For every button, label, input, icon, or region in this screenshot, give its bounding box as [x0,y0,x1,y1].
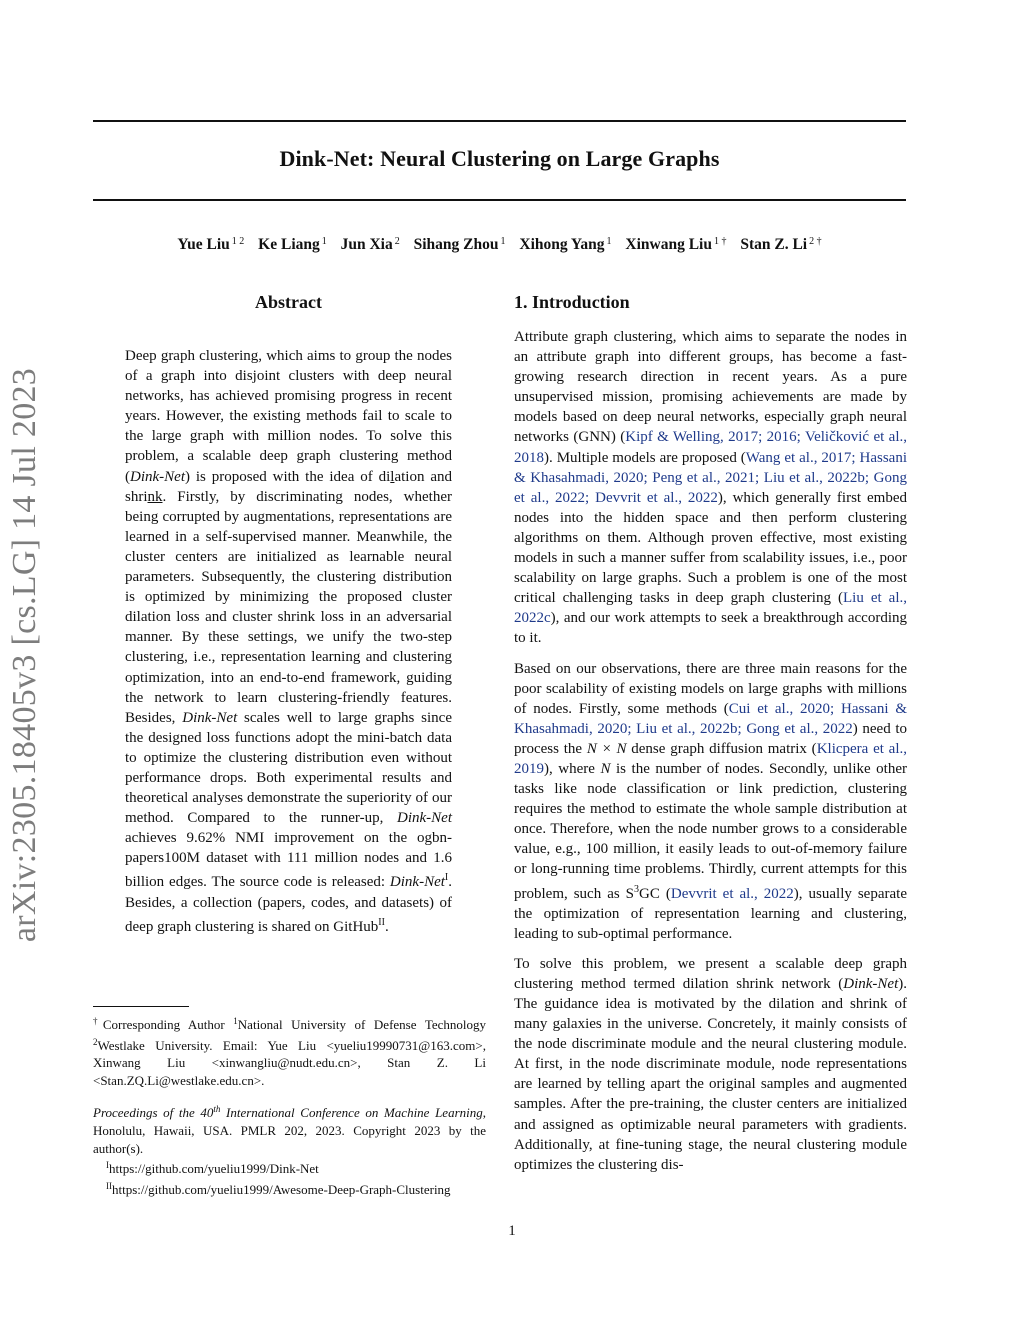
intro-paragraph [514,327,907,649]
superscript: 3 [634,883,640,895]
intro-text: ), where [544,760,601,777]
intro-text: Based on our observations, there are three main reasons for the poor scalability of existing models on large graphs with millions of nodes. Firstly, some methods ( [514,660,907,717]
author-name: Xihong Yang [519,236,605,253]
proceedings-note [93,1101,486,1157]
author [625,236,726,253]
footnote-link[interactable]: https://github.com/yueliu1999/Awesome-Deep-Graph-Clustering [112,1181,451,1197]
author-affiliation-mark: 1 † [713,236,727,247]
footnote-mark: 1 [233,1016,238,1026]
abstract-text: scales well to large graphs since the designed loss functions adopt the mini-batch data to optimize the clustering distribution even without performance drops. Both experimental results and theoretical analyses demonstrate the superiority of our method. Compared to the runner-up, [125,709,453,827]
abstract-text: ation and shri [125,468,452,505]
title-bottom-rule [93,199,906,201]
underlined-letters: nk [147,488,163,505]
affiliation-footnote [93,1013,486,1089]
footnote-text: Proceedings of the [93,1105,201,1121]
abstract-text: ) is proposed with the idea of [184,468,379,485]
intro-paragraph [514,954,907,1175]
author [341,236,400,253]
intro-paragraph [514,659,907,944]
footnote-text: Westlake University. Email: Yue Liu <yueliu19990731@163.com>, Xinwang Liu <xinwangliu@nudt.edu.cn>, Stan Z. Li <Stan.ZQ.Li@westlake.edu.cn>. [93,1037,486,1088]
author-affiliation-mark: 1 [500,236,506,247]
citation-link[interactable]: Liu et al., 2022c [514,590,907,627]
footnote-text: th [213,1104,221,1115]
url-footnote [93,1178,486,1199]
abstract-text: di [378,468,391,485]
method-name: Dink-Net [182,709,238,726]
footnote-text: 40 [200,1105,214,1121]
footnote-rule [93,1006,189,1007]
url-footnote [93,1157,486,1178]
method-name: Dink-Net [397,810,452,827]
intro-text: dense graph diffusion matrix ( [626,740,817,757]
title-top-rule [93,120,906,122]
footnote-mark: † [93,1016,103,1026]
paper-title: Dink-Net: Neural Clustering on Large Graphs [279,146,720,171]
footnote-mark: 2 [93,1036,98,1047]
intro-text: is the number of nodes. Secondly, unlike other tasks like node classification or link prediction, clustering requires the method to estimate the whole sample distribution at once. Therefore, when the node number grows to a considerable value, e.g., 100 million, it easily leads to out-of-memory failure or long-running time problems. Thirdly, current attempts for this problem, such as S [514,760,907,902]
author-affiliation-mark: 2 [394,236,400,247]
introduction-body [514,327,907,1175]
page-number: 1 [508,1223,516,1239]
intro-text: GC ( [639,885,671,902]
abstract-text: . [384,918,389,935]
intro-text: ). Multiple models are proposed ( [544,449,746,466]
math-symbol: Dink-Net [843,975,899,992]
footnote-text: Corresponding Author [102,1017,234,1032]
abstract-heading: Abstract [255,292,322,312]
footnote-mark: II [106,1180,112,1191]
author [414,236,506,253]
footnote-mark: I [106,1160,109,1171]
author-name: Ke Liang [258,236,320,253]
abstract-text: . Firstly, by discriminating nodes, whether being corrupted by augmentations, representations are learned in a self-supervised manner. Meanwhile, the cluster centers are initialized as learnable neural parameters. Subsequently, the clustering distribution is optimized by minimizing the proposed cluster dilation loss and cluster shrink loss in an adversarial manner. By these settings, we unify the two-step clustering, i.e., representation learning and clustering optimization, into an end-to-end framework, guiding the network to learn clustering-friendly features. Besides, [125,488,452,726]
author [519,236,611,253]
underlined-letter: l [390,468,395,485]
math-symbol: N × N [586,740,627,757]
author-affiliation-mark: 1 [606,236,612,247]
intro-text: ) need to process the [514,720,907,757]
footnote-text: International Conference on Machine Learning [220,1105,483,1121]
footnote-mark: II [378,916,385,928]
author [177,236,244,253]
math-symbol: N [600,760,611,777]
author-name: Jun Xia [340,236,393,253]
footnote-text: , Honolulu, Hawaii, USA. PMLR 202, 2023. Copyright 2023 by the author(s). [93,1105,486,1156]
author [258,236,327,253]
intro-text: ), usually separate the optimization of representation learning and clustering, leading to sub-optimal performance. [514,885,907,942]
citation-link[interactable]: Wang et al., 2017; Hassani & Khasahmadi, 2020; Peng et al., 2021; Liu et al., 2022b; Gong et al., 2022; Devvrit et al., 2022 [514,449,907,506]
footnote-mark: I [444,872,449,884]
author-list [93,236,906,254]
footnote-link[interactable]: https://github.com/yueliu1999/Dink-Net [109,1161,319,1177]
author [740,236,821,253]
author-affiliation-mark: 2 † [809,236,822,247]
intro-text: To solve this problem, we present a scalable deep graph clustering method termed dilation shrink network ( [514,955,907,992]
arxiv-identifier: arXiv:2305.18405v3 [cs.LG] 14 Jul 2023 [6,367,43,943]
citation-link[interactable]: Kipf & Welling, 2017; 2016; Veličković et al., 2018 [514,429,907,466]
author-name: Yue Liu [177,236,230,253]
intro-text: Attribute graph clustering, which aims to separate the nodes in an attribute graph into different groups, has become a fast-growing research direction in recent years. As a pure unsupervised mission, promising achievements are made by models based on deep neural networks, especially graph neural networks (GNN) ( [514,329,907,446]
introduction-heading: 1. Introduction [514,292,630,312]
intro-text: ), and our work attempts to seek a breakthrough according to it. [514,610,907,647]
abstract-text: . Besides, a collection (papers, codes, and datasets) of deep graph clustering is shared on GitHub [125,874,452,935]
intro-text: ), which generally first embed nodes into the hidden space and then perform clustering algorithms on them. Although proven effective, most existing models in such a manner suffer from scalability issues, i.e., poor scalability on large graphs. Such a problem is one of the most critical challenging tasks in deep graph clustering ( [514,489,907,607]
method-name: Dink-Net [130,468,185,485]
method-name: Dink-Net [389,874,445,891]
abstract-text: achieves 9.62% NMI improvement on the ogbn-papers100M dataset with 111 million nodes and 1.6 billion edges. The source code is released: [125,830,452,891]
author-name: Sihang Zhou [413,236,499,253]
footnote-text: National University of Defense Technology [237,1017,487,1032]
abstract-body [125,346,452,937]
author-affiliation-mark: 1 2 [231,236,245,247]
citation-link[interactable]: Devvrit et al., 2022 [670,885,794,902]
intro-text: ). The guidance idea is motivated by the dilation and shrink of many galaxies in the universe. Concretely, it mainly consists of the node discriminate module and the neural clustering module. At first, in the node discriminate module, node representations are learned by telling apart the original samples and augmented samples. After the pre-training, the cluster centers are initialized and assigned as optimizable neural parameters with gradients. Additionally, at fine-tuning stage, the neural clustering module optimizes the clustering dis- [514,975,907,1173]
author-name: Stan Z. Li [740,236,808,253]
author-name: Xinwang Liu [625,236,712,253]
citation-link[interactable]: Klicpera et al., 2019 [514,740,907,777]
abstract-text: Deep graph clustering, which aims to group the nodes of a graph into disjoint clusters with deep neural networks, has achieved promising progress in recent years. However, the existing methods fail to scale to the large graph with million nodes. To solve this problem, a scalable deep graph clustering method ( [125,348,452,485]
author-affiliation-mark: 1 [321,236,327,247]
citation-link[interactable]: Cui et al., 2020; Hassani & Khasahmadi, 2020; Liu et al., 2022b; Gong et al., 2022 [514,700,907,737]
footnotes [93,1013,486,1198]
